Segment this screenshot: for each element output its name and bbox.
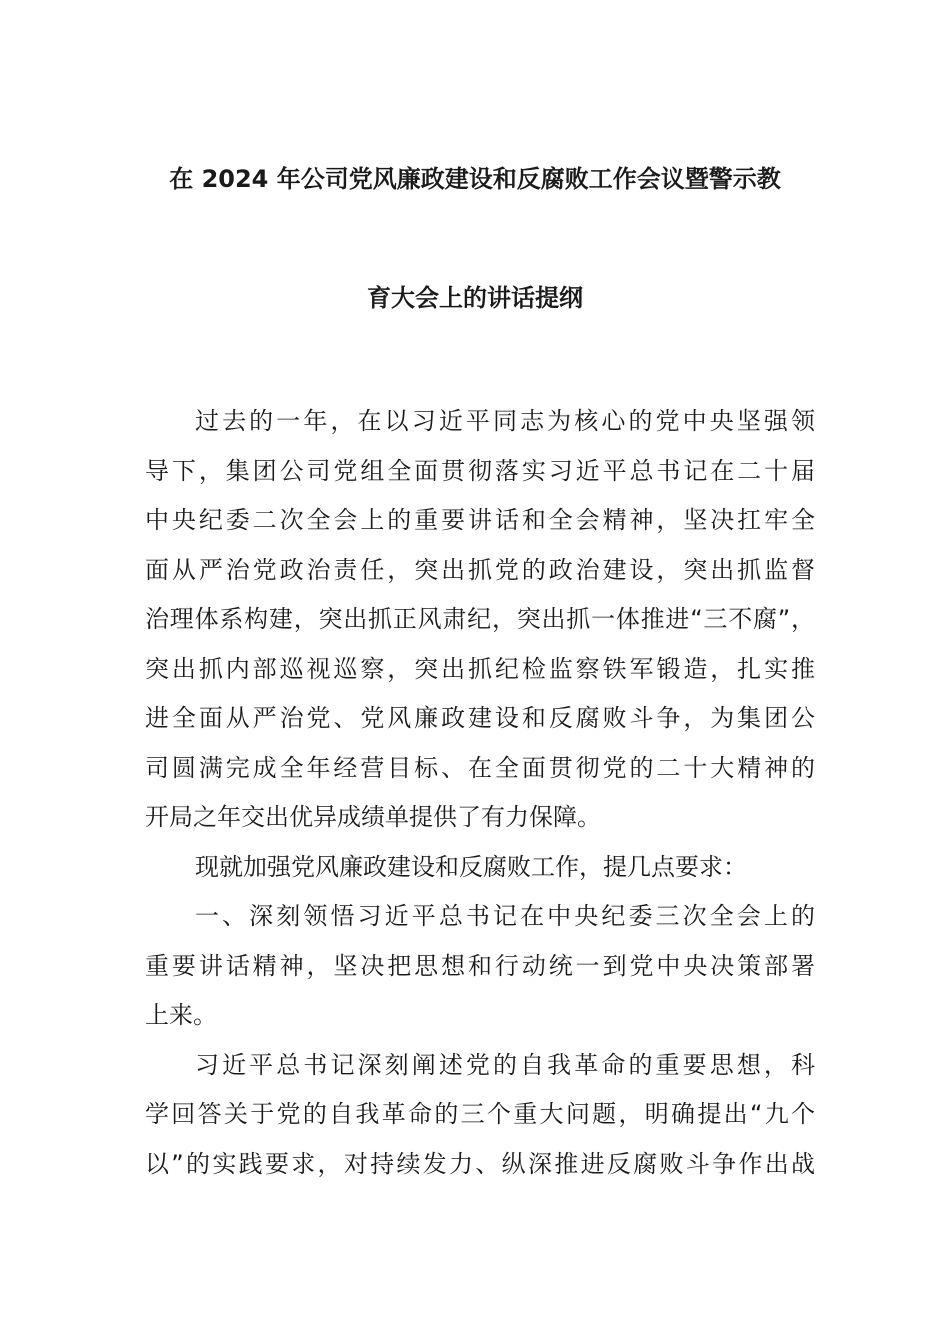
paragraph-line: 以”的实践要求，对持续发力、纵深推进反腐败斗争作出战: [145, 1149, 815, 1178]
paragraph-requirements-intro: [145, 843, 815, 893]
paragraph-line: 重要讲话精神，坚决把思想和行动统一到党中央决策部署: [145, 951, 815, 980]
paragraph-line: 上来。: [145, 1001, 217, 1029]
document-body: [145, 397, 815, 1189]
paragraph-line: 司圆满完成全年经营目标、在全面贯彻党的二十大精神的: [145, 753, 815, 782]
paragraph-line: 学回答关于党的自我革命的三个重大问题，明确提出“九个: [145, 1100, 815, 1128]
paragraph-line: 现就加强党风廉政建设和反腐败工作，提几点要求：: [195, 852, 747, 881]
paragraph-section-one-heading: [145, 892, 815, 1041]
paragraph-line: 进全面从严治党、党风廉政建设和反腐败斗争，为集团公: [145, 704, 815, 732]
paragraph-line: 面从严治党政治责任，突出抓党的政治建设，突出抓监督: [145, 555, 815, 584]
paragraph-line: 习近平总书记深刻阐述党的自我革命的重要思想，科: [195, 1050, 815, 1079]
paragraph-review: [145, 397, 815, 843]
paragraph-section-one-body: [145, 1041, 815, 1190]
paragraph-line: 突出抓内部巡视巡察，突出抓纪检监察铁军锻造，扎实推: [145, 654, 815, 683]
paragraph-line: 过去的一年，在以习近平同志为核心的党中央坚强领: [195, 407, 815, 435]
paragraph-line: 导下，集团公司党组全面贯彻落实习近平总书记在二十届: [145, 456, 815, 485]
paragraph-line: 治理体系构建，突出抓正风肃纪，突出抓一体推进“三不腐”，: [145, 605, 815, 633]
paragraph-line: 中央纪委二次全会上的重要讲话和全会精神，坚决扛牢全: [145, 506, 815, 534]
document-title-line-2: 育大会上的讲话提纲: [367, 284, 583, 312]
document-title-line-1: 在 2024 年公司党风廉政建设和反腐败工作会议暨警示教: [169, 165, 781, 193]
paragraph-line: 一、深刻领悟习近平总书记在中央纪委三次全会上的: [195, 902, 815, 930]
paragraph-line: 开局之年交出优异成绩单提供了有力保障。: [145, 803, 601, 831]
